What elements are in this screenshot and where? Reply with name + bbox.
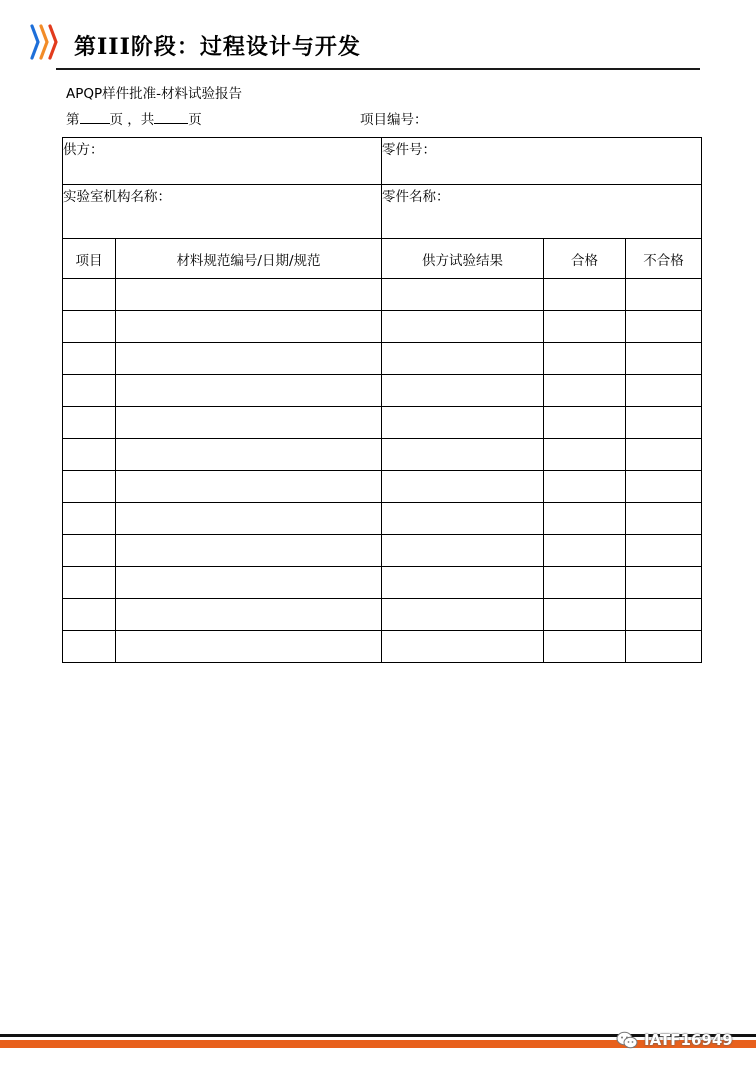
table-row [63,407,702,439]
table-cell[interactable] [626,407,702,439]
table-cell[interactable] [382,631,544,663]
table-cell[interactable] [116,471,382,503]
watermark-text: IATF16949 [644,1031,733,1049]
table-cell[interactable] [382,279,544,311]
table-row [63,503,702,535]
table-cell[interactable] [382,503,544,535]
lab-name-field[interactable] [63,185,382,239]
table-cell[interactable] [544,631,626,663]
table-cell[interactable] [626,599,702,631]
column-header-result: 供方试验结果 [382,239,544,279]
table-cell[interactable] [626,503,702,535]
table-cell[interactable] [63,503,116,535]
table-row [63,311,702,343]
part-name-field[interactable] [382,185,702,239]
table-cell[interactable] [116,407,382,439]
column-header-pass: 合格 [544,239,626,279]
table-row [63,279,702,311]
chevron-logo-icon [28,22,64,62]
table-cell[interactable] [382,439,544,471]
table-cell[interactable] [63,375,116,407]
column-header-spec: 材料规范编号/日期/规范 [116,239,382,279]
page-prefix: 第 [66,112,80,128]
table-row [63,631,702,663]
table-cell[interactable] [382,375,544,407]
table-cell[interactable] [544,567,626,599]
part-number-label: 零件号： [382,142,436,158]
table-row [63,567,702,599]
table-row [63,439,702,471]
table-cell[interactable] [382,599,544,631]
table-cell[interactable] [626,311,702,343]
table-cell[interactable] [382,535,544,567]
table-row [63,535,702,567]
project-number-label: 项目编号： [360,112,428,128]
table-row [63,471,702,503]
table-cell[interactable] [63,631,116,663]
table-cell[interactable] [63,311,116,343]
page-total-field[interactable] [154,111,188,124]
page-count-line [66,108,202,128]
table-cell[interactable] [63,471,116,503]
table-cell[interactable] [116,535,382,567]
table-cell[interactable] [116,375,382,407]
column-header-fail: 不合格 [626,239,702,279]
page-header [0,0,756,72]
table-header-row [63,239,702,279]
table-cell[interactable] [626,535,702,567]
table-cell[interactable] [544,535,626,567]
lab-name-label: 实验室机构名称： [63,189,171,205]
column-header-item: 项目 [63,239,116,279]
table-cell[interactable] [544,407,626,439]
table-cell[interactable] [116,631,382,663]
table-cell[interactable] [63,279,116,311]
table-cell[interactable] [116,599,382,631]
table-cell[interactable] [116,311,382,343]
table-cell[interactable] [382,343,544,375]
table-cell[interactable] [63,599,116,631]
table-cell[interactable] [63,535,116,567]
table-row [63,343,702,375]
table-cell[interactable] [626,439,702,471]
watermark [616,1028,733,1052]
page-title: 第III阶段：过程设计与开发 [74,34,361,60]
table-cell[interactable] [63,407,116,439]
table-cell[interactable] [626,343,702,375]
part-number-field[interactable] [382,138,702,185]
table-cell[interactable] [544,279,626,311]
table-cell[interactable] [544,375,626,407]
part-name-label: 零件名称： [382,189,450,205]
table-cell[interactable] [382,311,544,343]
table-cell[interactable] [382,407,544,439]
report-title: APQP样件批准-材料试验报告 [66,86,243,102]
table-cell[interactable] [626,567,702,599]
table-cell[interactable] [544,471,626,503]
supplier-label: 供方： [63,142,104,158]
supplier-field[interactable] [63,138,382,185]
table-row [63,375,702,407]
table-cell[interactable] [63,567,116,599]
material-test-form [62,137,702,663]
table-cell[interactable] [382,471,544,503]
page-mid: 页 ，共 [109,112,155,128]
table-cell[interactable] [544,599,626,631]
table-cell[interactable] [544,343,626,375]
table-cell[interactable] [116,503,382,535]
table-cell[interactable] [63,439,116,471]
table-cell[interactable] [116,439,382,471]
table-cell[interactable] [544,439,626,471]
table-cell[interactable] [626,279,702,311]
page-number-field[interactable] [80,111,110,124]
wechat-icon [616,1031,638,1049]
table-cell[interactable] [544,311,626,343]
table-cell[interactable] [116,279,382,311]
table-row [63,599,702,631]
table-cell[interactable] [626,631,702,663]
header-divider [56,68,700,70]
table-body [63,279,702,663]
table-cell[interactable] [116,343,382,375]
page-suffix: 页 [188,112,202,128]
table-cell[interactable] [382,567,544,599]
table-cell[interactable] [626,375,702,407]
table-cell[interactable] [116,567,382,599]
table-cell[interactable] [544,503,626,535]
table-cell[interactable] [626,471,702,503]
table-cell[interactable] [63,343,116,375]
